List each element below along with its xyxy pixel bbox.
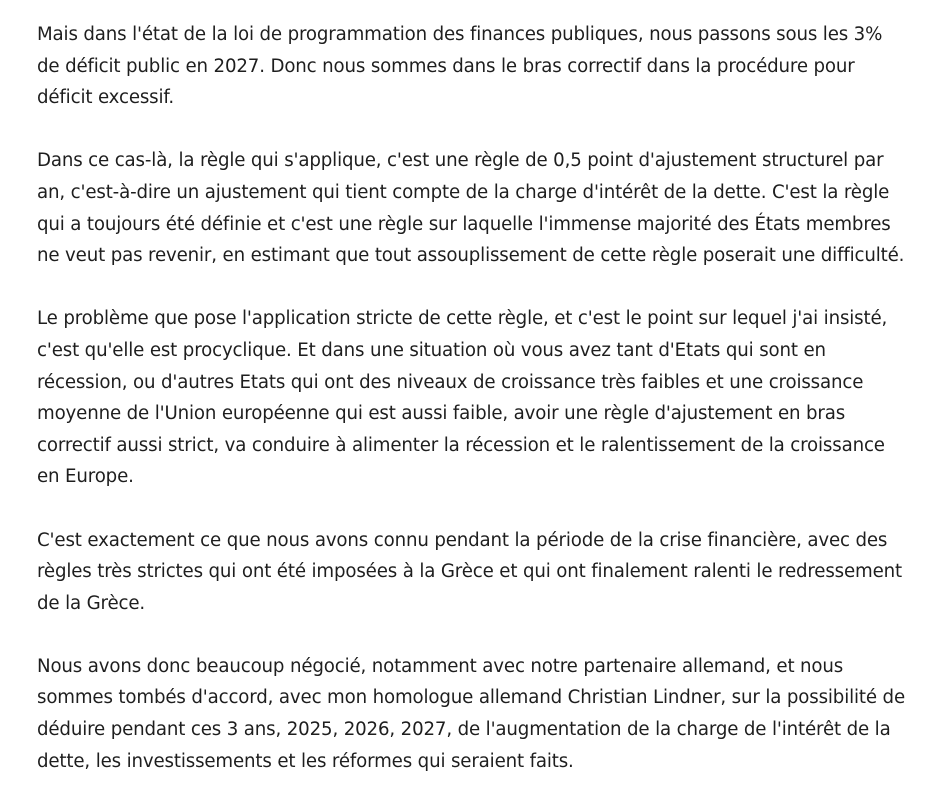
paragraph-4: C'est exactement ce que nous avons connu pendant la période de la crise financière, avec des règles très strictes qui ont été imposées à la Grèce et qui ont finalement ralenti le redressement de la Grèce. [37, 529, 902, 614]
paragraph-1: Mais dans l'état de la loi de programmation des finances publiques, nous passons sous les 3% de déficit public en 2027. Donc nous sommes dans le bras correctif dans la procédure pour déficit excessif. [37, 24, 883, 109]
article-body [37, 19, 909, 777]
paragraph-2: Dans ce cas-là, la règle qui s'applique, c'est une règle de 0,5 point d'ajustement structurel par an, c'est-à-dire un ajustement qui tient compte de la charge d'intérêt de la dette. C'est la règle qui a toujours été définie et c'est une règle sur laquelle l'immense majorité des États membres ne veut pas revenir, en estimant que tout assouplissement de cette règle poserait une difficulté. [37, 150, 905, 267]
paragraph-3: Le problème que pose l'application stricte de cette règle, et c'est le point sur lequel j'ai insisté, c'est qu'elle est procyclique. Et dans une situation où vous avez tant d'Etats qui sont en récession, ou d'autres Etats qui ont des niveaux de croissance très faibles et une croissance moyenne de l'Union européenne qui est aussi faible, avoir une règle d'ajustement en bras correctif aussi strict, va conduire à alimenter la récession et le ralentissement de la croissance en Europe. [37, 308, 888, 488]
paragraph-5: Nous avons donc beaucoup négocié, notamment avec notre partenaire allemand, et nous sommes tombés d'accord, avec mon homologue allemand Christian Lindner, sur la possibilité de déduire pendant ces 3 ans, 2025, 2026, 2027, de l'augmentation de la charge de l'intérêt de la dette, les investissements et les réformes qui seraient faits. [37, 655, 905, 772]
